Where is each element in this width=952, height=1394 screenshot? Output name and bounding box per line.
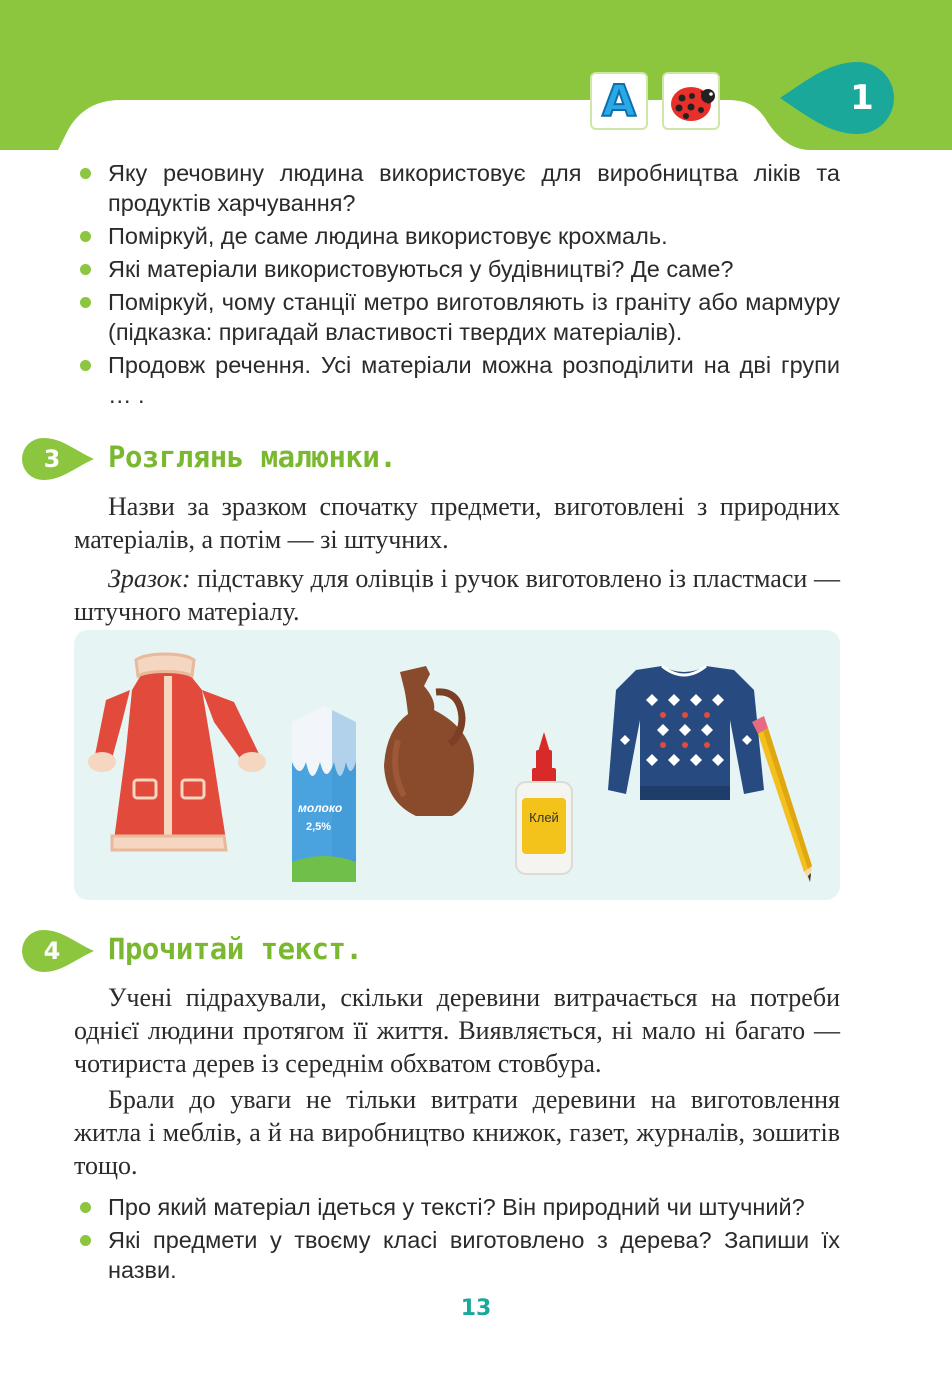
list-item: Яку речовину людина використовує для виробництва ліків та продуктів харчування? (78, 158, 840, 218)
glue-bottle-icon (516, 732, 572, 874)
milk-fat-label: 2,5% (306, 821, 332, 833)
section-3-title: Розглянь малюнки. (108, 440, 397, 474)
list-item: Про який матеріал ідеться у тексті? Він природний чи штучний? (78, 1192, 840, 1222)
example-text: підставку для олівців і ручок виготовлено із пластмаси — штучного матеріалу. (74, 564, 840, 626)
section-4-title: Прочитай текст. (108, 932, 363, 966)
section-number: 4 (43, 937, 61, 965)
page-header (0, 0, 952, 150)
section-3-example (74, 562, 840, 628)
questions-bottom-list (78, 1192, 840, 1285)
letter-a-icon: A (601, 76, 637, 127)
list-item: Поміркуй, чому станції метро виготовляють із граніту або мармуру (підказка: пригадай властивості твердих матеріалів). (78, 287, 840, 347)
list-item: Які предмети у твоєму класі виготовлено з дерева? Запиши їх назви. (78, 1225, 840, 1285)
ladybug-badge (662, 72, 720, 130)
section-3-marker (22, 438, 94, 480)
section-3-instruction: Назви за зразком спочатку предмети, виготовлені з природних матеріалів, а потім — зі штучних. (74, 492, 840, 554)
questions-top-list (78, 158, 840, 410)
section-4-paragraph-2: Брали до уваги не тільки витрати деревини на виготовлення житла і меблів, а й на виробництво книжок, газет, журналів, зошитів тощо. (74, 1085, 840, 1180)
section-4-paragraph-1: Учені підрахували, скільки деревини витрачається на потреби однієї людини протягом її життя. Виявляється, ні мало ні багато — чотириста дерев із середнім обхватом стовбура. (74, 983, 840, 1078)
objects-illustration (74, 630, 840, 900)
milk-carton-icon (292, 706, 356, 882)
pencil-icon (752, 716, 812, 882)
section-number: 3 (43, 445, 61, 473)
alphabet-badge (590, 72, 648, 130)
fur-coat-icon (88, 654, 266, 850)
list-item: Які матеріали використовуються у будівництві? Де саме? (78, 254, 840, 284)
page-number: 13 (460, 1296, 492, 1321)
list-item: Продовж речення. Усі матеріали можна розподілити на дві групи … . (78, 350, 840, 410)
clay-jug-icon (384, 666, 474, 816)
ladybug-icon (664, 74, 718, 128)
glue-label: Клей (529, 810, 559, 825)
illustration-panel (74, 630, 840, 900)
sweater-icon (608, 666, 764, 800)
chapter-number: 1 (850, 78, 874, 118)
example-label: Зразок: (108, 564, 191, 593)
milk-label: молоко (298, 801, 343, 815)
list-item: Поміркуй, де саме людина використовує крохмаль. (78, 221, 840, 251)
section-4-marker (22, 930, 94, 972)
